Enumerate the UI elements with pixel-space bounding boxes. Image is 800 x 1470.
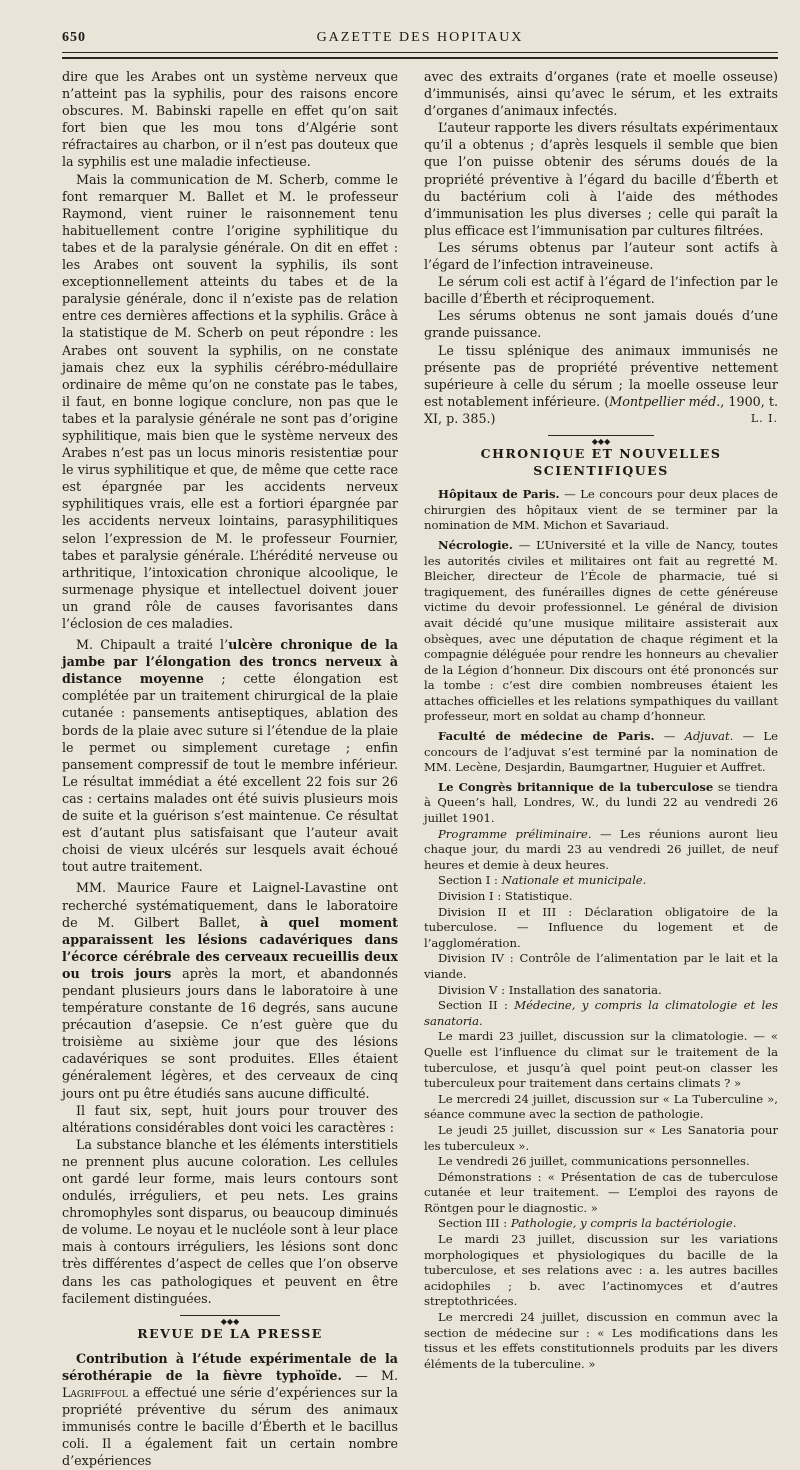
right-column (424, 68, 778, 1372)
division-line: Division V : Installation des sanatoria. (438, 982, 662, 997)
paragraph: Le vendredi 26 juillet, communications personnelles. (438, 1154, 750, 1169)
paragraph: Le sérum coli est actif à l’égard de l’infection par le bacille d’Éberth et réciproquement. (424, 274, 778, 307)
text: ; cette élongation est complétée par un traitement chirurgical de la plaie cutanée : pansements antiseptiques, ablation des bords de la plaie avec suture si l’étendue de la plaie le permet ou simplement curetage ; enfin pansement compressif de tout le membre inférieur. Le résultat immédiat a été excellent 22 fois sur 26 cas : certains malades ont été suivis plusieurs mois de suite et la guérison s’est maintenue. Ce résultat est d’autant plus satisfaisant que l’auteur avait choisi de vieux ulcérés sur lesquels avait échoué tout autre traitement. (62, 671, 398, 875)
news-item (424, 538, 778, 725)
paragraph-source (424, 342, 778, 427)
page-header (62, 30, 778, 50)
news-title: Le Congrès britannique de la tuberculose (438, 779, 714, 794)
text: se tiendra à Queen’s hall, Londres, W., du lundi 22 au vendredi 26 juillet 1901. (424, 779, 778, 826)
section-title-chronique: CHRONIQUE ET NOUVELLES SCIENTIFIQUES (480, 445, 722, 479)
paragraph: L’auteur rapporte les divers résultats expérimentaux qu’il a obtenus ; d’après lesquels il semble que bien que l’on puisse obtenir des sérums doués de la propriété préventive à l’égard du bacille d’Éberth et du bactérium coli à l’aide des méthodes d’immunisation les plus diverses ; celle qui paraît la plus efficace est l’immunisation par cultures filtrées. (424, 120, 778, 238)
paragraph: Le mercredi 24 juillet, discussion en commun avec la section de médecine sur : « Les modifications dans les tissus et les effets constitutionnels produits par les divers éléments de la tuberculine. » (424, 1310, 778, 1371)
italic-text: Nationale et municipale. (501, 873, 647, 888)
bold-text: ulcère chronique de la jambe par l’élongation des troncs nerveux à distance moyenne (62, 637, 398, 687)
paragraph: Démonstrations : « Présentation de cas de tuberculose cutanée et leur traitement. — L’emploi des rayons de Röntgen pour le diagnostic. » (424, 1169, 778, 1215)
division-line: Division II et III : Déclaration obligatoire de la tuberculose. — Influence du logement et de l’agglomération. (424, 904, 778, 950)
divider-ornament: ◆◆◆ (218, 1317, 242, 1326)
section-line (424, 998, 778, 1029)
divider-ornament: ◆◆◆ (589, 437, 613, 446)
section-line (424, 1216, 778, 1232)
text: M. Chipault a traité l’ (76, 637, 229, 653)
text: — L’Université et la ville de Nancy, toutes les autorités civiles et militaires ont fait au regretté M. Bleicher, directeur de l’École de pharmacie, tué si tragiquement, des funérailles dignes de cette généreuse victime du devoir professionnel. Le général de division avait décidé qu’une musique militaire assisterait aux obsèques, avec une députation de chaque régiment et la compagnie déléguée pour rendre les honneurs au chevalier de la Légion d’honneur. Dix discours ont été prononcés sur la tombe : c’est dire combien nombreuses étaient les attaches officielles et les relations sympathiques du vaillant professeur, mort en soldat au champ d’honneur. (424, 537, 778, 724)
text: , 1900, t. XI, p. 385.) (424, 393, 778, 426)
news-title: Faculté de médecine de Paris. (438, 729, 655, 744)
bold-text: à quel moment apparaissent les lésions cadavériques dans l’écorce cérébrale des cerveaux recueillis deux ou trois jours (62, 914, 398, 981)
text: — Le concours de l’adjuvat s’est terminé par la nomination de MM. Lecène, Desjardin, Baumgartner, Huguier et Auffret. (424, 729, 778, 775)
paragraph-lagriffoul (62, 1350, 398, 1470)
news-title: Hôpitaux de Paris. (438, 487, 560, 502)
source-title: Montpellier méd. (609, 393, 721, 409)
paragraph: Le mardi 23 juillet, discussion sur la climatologie. — « Quelle est l’influence du climat sur le traitement de la tuberculose, et jusqu’à quel point peut-on classer les tuberculeux pour traitement dans certains climats ? » (424, 1029, 778, 1091)
text: Le tissu splénique des animaux immunisés ne présente pas de propriété préventive nettement supérieure à celle du sérum ; la moelle osseuse leur est notablement inférieure. ( (424, 342, 778, 409)
section-divider (62, 1311, 398, 1326)
text: MM. Maurice Faure et Laignel-Lavastine ont recherché systématiquement, dans le laboratoire de M. Gilbert Ballet, (62, 880, 398, 930)
section-divider (424, 431, 778, 446)
text: — Les réunions auront lieu chaque jour, du mardi 23 au vendredi 26 juillet, de neuf heures et demie à deux heures. (424, 826, 778, 872)
paragraph: Les sérums obtenus par l’auteur sont actifs à l’égard de l’infection intraveineuse. (424, 239, 778, 273)
italic-text: Médecine, y compris la climatologie et les sanatoria. (424, 998, 778, 1028)
news-item (424, 827, 778, 874)
text: — M. (341, 1367, 398, 1383)
text: Section I : (438, 873, 502, 888)
author-name: Lagriffoul (62, 1385, 128, 1401)
header-rule (62, 52, 778, 53)
news-title: Nécrologie. (438, 537, 513, 552)
text: Section III : (438, 1216, 511, 1231)
signature: L. I. (750, 411, 778, 425)
left-column (62, 68, 398, 1470)
text: Section II : (438, 998, 515, 1013)
journal-title: GAZETTE DES HOPITAUX (316, 30, 524, 45)
paragraph: Le mardi 23 juillet, discussion sur les variations morphologiques et physiologiques du bacille de la tuberculose, et ses relations avec : a. les autres bacilles acidophiles ; b. avec l’actinomyces et d’autres streptothricées. (424, 1232, 778, 1309)
header-rule-thick (62, 57, 778, 59)
paragraph: avec des extraits d’organes (rate et moelle osseuse) d’immunisés, ainsi qu’avec le sérum, et les extraits d’organes d’animaux infectés. (424, 69, 778, 119)
news-item (424, 780, 778, 827)
paragraph: Les sérums obtenus ne sont jamais doués d’une grande puissance. (424, 308, 778, 341)
article-title: Contribution à l’étude expérimentale de la sérothérapie de la fièvre typhoïde. (62, 1350, 398, 1383)
text: — (654, 729, 685, 744)
paragraph: dire que les Arabes ont un système nerveux que n’atteint pas la syphilis, pour des raisons encore obscures. M. Babinski rapelle en effet qu’on sait fort bien que les mou tons d’Algérie sont réfractaires au charbon, or il n’est pas douteux que la syphilis est une maladie infectieuse. (62, 69, 398, 170)
section-line (424, 873, 778, 889)
paragraph: Mais la communication de M. Scherb, comme le font remarquer M. Ballet et M. le professeur Raymond, vient ruiner le raisonnement tenu habituellement contre l’origine syphilitique du tabes et de la paralysie générale. On dit en effet : les Arabes ont souvent la syphilis, ils sont exceptionnellement atteints du tabes et de la paralysie générale, donc il n’existe pas de relation entre ces dernières affections et la syphilis. Grâce à la statistique de M. Scherb on peut répondre : les Arabes ont souvent la syphilis, on ne constate jamais chez eux la syphilis cérébro-médullaire ordinaire de même qu’on ne constate pas le tabes, il faut, en bonne logique conclure, non pas que le tabes et la paralysie générale ne sont pas d’origine syphilitique, mais bien que le système nerveux des Arabes n’est pas un locus minoris resistentiæ pour le virus syphilitique et que, de même que cette race est épargnée par les accidents nerveux syphilitiques vrais, elle est a fortiori épargnée par les accidents nerveux lointains, parasyphilitiques selon l’expression de M. le professeur Fournier, tabes et paralysie générale. L’hérédité nerveuse ou arthritique, l’intoxication chronique alcoolique, le surmenage physique et intellectuel doivent jouer un grand rôle de causes favorisantes dans l’éclosion de ces maladies. (62, 171, 398, 631)
text: a effectué une série d’expériences sur la propriété préventive du sérum des animaux immunisés contre le bacille d’Éberth et le bacillus coli. Il a également fait un certain nombre d’expériences (62, 1385, 398, 1469)
page-number: 650 (62, 30, 86, 45)
section-title-revue: REVUE DE LA PRESSE (137, 1325, 323, 1341)
paragraph: Le mercredi 24 juillet, discussion sur « La Tuberculine », séance commune avec la section de pathologie. (424, 1091, 778, 1122)
paragraph: La substance blanche et les éléments interstitiels ne prennent plus aucune coloration. Les cellules ont gardé leur forme, mais leurs contours sont ondulés, irréguliers, et peu nets. Les grains chromophyles sont disparus, ou beaucoup diminués de volume. Le noyau et le nucléole sont à leur place mais à contours irréguliers, les lésions sont donc très différentes d’aspect de celles que l’on observe dans les cas pathologiques et peuvent en être facilement distinguées. (62, 1136, 398, 1306)
italic-text: Pathologie, y compris la bactériologie. (510, 1216, 737, 1231)
paragraph-faure (62, 879, 398, 1101)
italic-text: Programme préliminaire. (438, 826, 592, 841)
paragraph: Il faut six, sept, huit jours pour trouver des altérations considérables dont voici les caractères : (62, 1102, 398, 1135)
news-list (424, 487, 778, 1372)
paragraph: Le jeudi 25 juillet, discussion sur « Les Sanatoria pour les tuberculeux ». (424, 1122, 778, 1153)
news-item (424, 729, 778, 776)
italic-text: Adjuvat. (684, 729, 734, 744)
paragraph-chipault (62, 636, 398, 875)
division-line: Division I : Statistique. (438, 889, 573, 903)
news-item (424, 487, 778, 534)
text: après la mort, et abandonnés pendant plusieurs jours dans le laboratoire à une température constante de 16 degrés, sans aucune précaution d’asepsie. Ce n’est guère que du troisième au sixième jour que des lésions cadavériques se sont produites. Elles étaient généralement légères, et des cerveaux de cinq jours ont pu être étudiés sans aucune difficulté. (62, 965, 398, 1101)
text: — Le concours pour deux places de chirurgien des hôpitaux vient de se terminer par la nomination de MM. Michon et Savariaud. (424, 487, 778, 533)
division-line: Division IV : Contrôle de l’alimentation par le lait et la viande. (424, 951, 778, 981)
